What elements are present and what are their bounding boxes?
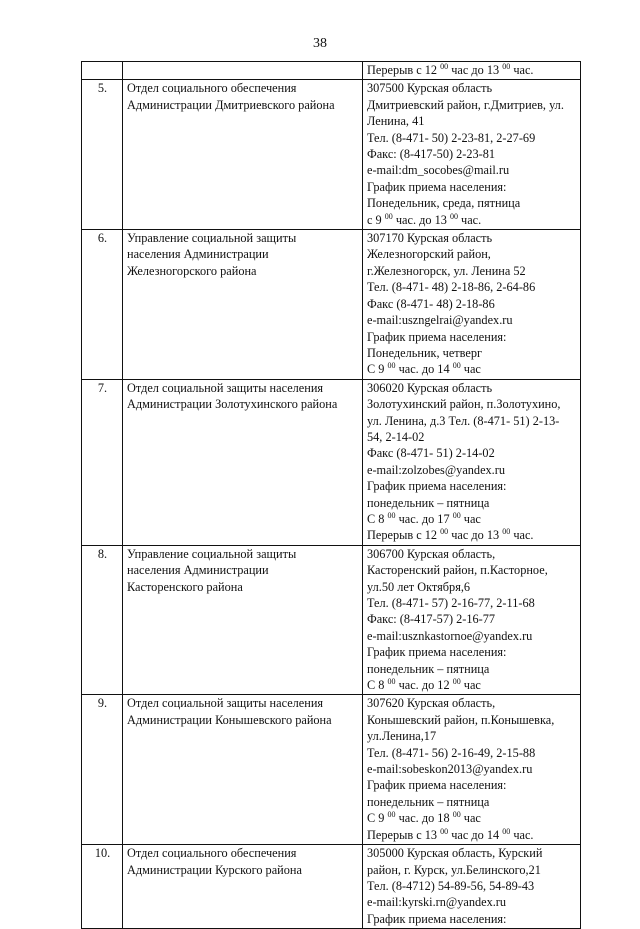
minutes-superscript: 00 [452, 677, 461, 687]
department-name-line: населения Администрации [127, 563, 269, 578]
contact-line [367, 495, 577, 511]
department-name-line: Касторенского района [127, 579, 243, 594]
contact-line [367, 429, 577, 445]
contact-text: час [460, 511, 481, 526]
department-name-cell [123, 695, 363, 845]
minutes-superscript: 00 [452, 810, 461, 820]
contact-text: с 9 [367, 212, 385, 227]
department-name-line: Отдел социальной защиты населения [127, 696, 324, 711]
contact-text: График приема населения: [367, 329, 507, 344]
contact-text: Перерыв с 12 [367, 63, 441, 77]
minutes-superscript: 00 [387, 677, 396, 687]
department-name-line: Администрации Дмитриевского района [127, 97, 335, 112]
contact-line [367, 130, 577, 146]
table-row [82, 379, 581, 545]
contact-line [367, 212, 577, 228]
table-body [82, 62, 581, 929]
contact-text: час. [510, 827, 534, 842]
department-name-cell [123, 80, 363, 230]
contact-line [367, 195, 577, 211]
contact-text: Тел. (8-471- 48) 2-18-86, 2-64-86 [367, 280, 536, 295]
contact-text: 54, 2-14-02 [367, 429, 425, 444]
department-name-line: Администрации Золотухинского района [127, 397, 338, 412]
contact-text: С 9 [367, 362, 388, 377]
contact-line [367, 162, 577, 178]
contact-text: час до 13 [448, 63, 503, 77]
contact-line [367, 546, 577, 562]
department-name-cell [123, 230, 363, 380]
contact-line [367, 246, 577, 262]
contact-line [367, 263, 577, 279]
contact-line [367, 511, 577, 527]
contact-line [367, 329, 577, 345]
row-number: 7. [82, 379, 123, 545]
department-name-line: Администрации Курского района [127, 862, 302, 877]
contact-text: ул.50 лет Октября,6 [367, 579, 471, 594]
contact-text: 305000 Курская область, Курский [367, 846, 543, 861]
contact-line [367, 445, 577, 461]
contact-text: e-mail:kyrski.rn@yandex.ru [367, 895, 507, 910]
contact-line [367, 380, 577, 396]
contact-text: 307170 Курская область [367, 231, 493, 246]
contact-line [367, 794, 577, 810]
contact-line [367, 661, 577, 677]
contact-text: Понедельник, четверг [367, 345, 483, 360]
contact-text: час. [457, 212, 482, 227]
table-row [82, 62, 581, 80]
department-name-line: Отдел социального обеспечения [127, 81, 297, 96]
table-row [82, 695, 581, 845]
contact-line [367, 862, 577, 878]
minutes-superscript: 00 [440, 62, 449, 71]
contact-text: г.Железногорск, ул. Ленина 52 [367, 263, 526, 278]
minutes-superscript: 00 [440, 527, 449, 537]
contact-text: час. до 17 [395, 511, 453, 526]
contact-line [367, 777, 577, 793]
contact-line [367, 361, 577, 377]
contact-text: Тел. (8-471- 56) 2-16-49, 2-15-88 [367, 745, 536, 760]
contact-text: Касторенский район, п.Касторное, [367, 563, 548, 578]
contact-text: час. до 13 [392, 212, 450, 227]
department-name-line: Отдел социальной защиты населения [127, 380, 324, 395]
contact-line [367, 894, 577, 910]
contact-text: 306020 Курская область [367, 380, 493, 395]
contact-line [367, 527, 577, 543]
contact-text: e-mail:zolzobes@yandex.ru [367, 462, 505, 477]
minutes-superscript: 00 [502, 527, 511, 537]
contact-text: С 8 [367, 678, 388, 693]
contact-text: Факс (8-471- 48) 2-18-86 [367, 296, 495, 311]
contact-text: 307500 Курская область [367, 81, 493, 96]
contact-text: Факс (8-471- 51) 2-14-02 [367, 446, 495, 461]
contact-text: График приема населения: [367, 645, 507, 660]
contact-line [367, 146, 577, 162]
minutes-superscript: 00 [452, 510, 461, 520]
department-name-line: Управление социальной защиты [127, 231, 297, 246]
contact-text: График приема населения: [367, 479, 507, 494]
department-name-line: Отдел социального обеспечения [127, 846, 297, 861]
contact-line [367, 810, 577, 826]
department-name-cell [123, 545, 363, 695]
minutes-superscript: 00 [452, 361, 461, 371]
contact-line [367, 230, 577, 246]
contact-line [367, 462, 577, 478]
table-row [82, 230, 581, 380]
table-row [82, 545, 581, 695]
contact-text: ул.Ленина,17 [367, 729, 437, 744]
minutes-superscript: 00 [449, 211, 458, 221]
contact-line [367, 413, 577, 429]
contact-details-cell [363, 545, 581, 695]
contact-text: Тел. (8-471- 50) 2-23-81, 2-27-69 [367, 130, 536, 145]
contact-text: понедельник – пятница [367, 495, 490, 510]
contact-text: С 9 [367, 811, 388, 826]
contact-line [367, 695, 577, 711]
contact-line [367, 396, 577, 412]
contact-line [367, 878, 577, 894]
contact-text: e-mail:usznkastornoe@yandex.ru [367, 628, 533, 643]
contact-details-cell [363, 695, 581, 845]
contact-line [367, 728, 577, 744]
contact-line [367, 579, 577, 595]
contact-text: Железногорский район, [367, 247, 491, 262]
contact-text: График приема населения: [367, 778, 507, 793]
social-services-table [81, 61, 581, 929]
contact-line [367, 296, 577, 312]
contact-text: График приема населения: [367, 179, 507, 194]
contact-text: час. до 18 [395, 811, 453, 826]
contact-details-cell [363, 80, 581, 230]
contact-text: Факс: (8-417-50) 2-23-81 [367, 147, 496, 162]
row-number: 6. [82, 230, 123, 380]
minutes-superscript: 00 [387, 510, 396, 520]
contact-line [367, 179, 577, 195]
contact-line [367, 345, 577, 361]
contact-line [367, 279, 577, 295]
department-name-line: населения Администрации [127, 247, 269, 262]
contact-line [367, 761, 577, 777]
department-name-line: Управление социальной защиты [127, 546, 297, 561]
contact-text: час [460, 362, 481, 377]
department-name-cell [123, 62, 363, 80]
contact-details-cell [363, 845, 581, 929]
contact-line [367, 845, 577, 861]
contact-text: 307620 Курская область, [367, 696, 496, 711]
contact-details-cell [363, 62, 581, 80]
department-name-line: Железногорского района [127, 263, 257, 278]
contact-text: час. [510, 63, 534, 77]
contact-text: e-mail:sobeskon2013@yandex.ru [367, 762, 533, 777]
row-number: 8. [82, 545, 123, 695]
contact-details-cell [363, 379, 581, 545]
contact-line [367, 478, 577, 494]
minutes-superscript: 00 [387, 810, 396, 820]
contact-line [367, 628, 577, 644]
row-number [82, 62, 123, 80]
contact-text: Тел. (8-471- 57) 2-16-77, 2-11-68 [367, 596, 535, 610]
row-number: 5. [82, 80, 123, 230]
contact-text: час. [510, 528, 534, 543]
contact-text: час. до 14 [395, 362, 453, 377]
contact-line [367, 911, 577, 927]
contact-text: Ленина, 41 [367, 114, 425, 129]
contact-text: Факс: (8-417-57) 2-16-77 [367, 612, 496, 627]
contact-text: Перерыв с 12 [367, 528, 441, 543]
contact-line [367, 62, 577, 78]
table-row [82, 845, 581, 929]
contact-text: e-mail:uszngelrai@yandex.ru [367, 313, 513, 328]
contact-line [367, 745, 577, 761]
contact-text: час. до 12 [395, 678, 453, 693]
minutes-superscript: 00 [502, 62, 511, 71]
contact-text: район, г. Курск, ул.Белинского,21 [367, 862, 541, 877]
department-name-cell [123, 845, 363, 929]
page-number: 38 [313, 36, 327, 51]
contact-line [367, 611, 577, 627]
contact-line [367, 712, 577, 728]
minutes-superscript: 00 [384, 211, 393, 221]
row-number: 10. [82, 845, 123, 929]
contact-text: ул. Ленина, д.3 Тел. (8-471- 51) 2-13- [367, 413, 560, 428]
contact-line [367, 113, 577, 129]
minutes-superscript: 00 [440, 826, 449, 836]
contact-text: Дмитриевский район, г.Дмитриев, ул. [367, 97, 564, 112]
contact-text: Тел. (8-4712) 54-89-56, 54-89-43 [367, 878, 535, 893]
contact-text: С 8 [367, 511, 388, 526]
contact-line [367, 312, 577, 328]
minutes-superscript: 00 [502, 826, 511, 836]
table-row [82, 80, 581, 230]
contact-line [367, 80, 577, 96]
contact-line [367, 677, 577, 693]
department-name-line: Администрации Конышевского района [127, 712, 332, 727]
contact-line [367, 97, 577, 113]
contact-text: 306700 Курская область, [367, 546, 496, 561]
contact-text: понедельник – пятница [367, 661, 490, 676]
contact-line [367, 827, 577, 843]
minutes-superscript: 00 [387, 361, 396, 371]
contact-text: понедельник – пятница [367, 794, 490, 809]
contact-line [367, 562, 577, 578]
contact-text: Понедельник, среда, пятница [367, 196, 521, 211]
contact-text: Конышевский район, п.Конышевка, [367, 712, 555, 727]
contact-details-cell [363, 230, 581, 380]
contact-text: e-mail:dm_socobes@mail.ru [367, 163, 510, 178]
contact-line [367, 644, 577, 660]
contact-text: Перерыв с 13 [367, 827, 441, 842]
contact-text: час [460, 678, 481, 693]
contact-text: час до 13 [448, 528, 503, 543]
contact-text: Золотухинский район, п.Золотухино, [367, 397, 561, 412]
department-name-cell [123, 379, 363, 545]
row-number: 9. [82, 695, 123, 845]
contact-text: час до 14 [448, 827, 503, 842]
contact-text: График приема населения: [367, 911, 507, 926]
contact-text: час [460, 811, 481, 826]
contact-line [367, 595, 577, 611]
